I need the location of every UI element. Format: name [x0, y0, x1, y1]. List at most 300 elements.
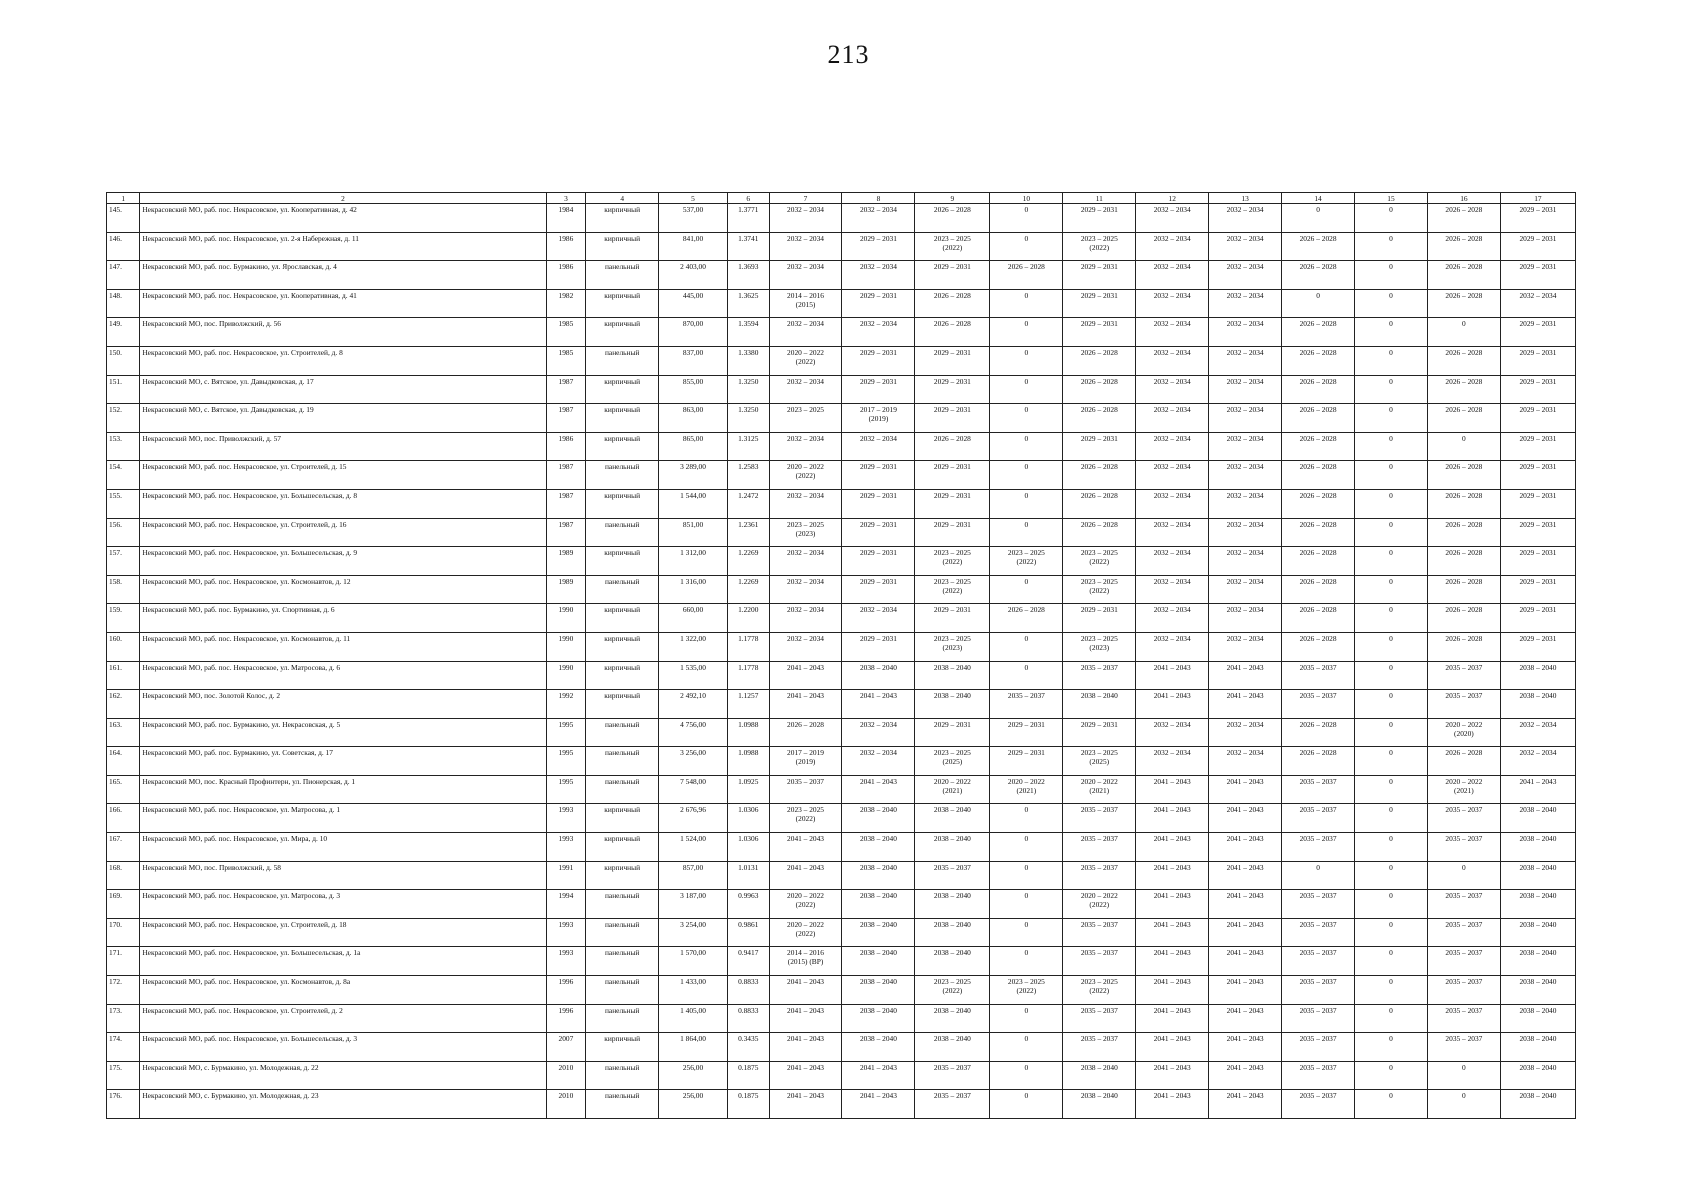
table-cell: 2026 – 2028 [1427, 632, 1500, 661]
row-number-cell: 162. [107, 690, 140, 719]
table-cell: 2032 – 2034 [842, 204, 915, 233]
table-cell: 2029 – 2031 [915, 375, 990, 404]
table-cell: 2041 – 2043 [769, 861, 842, 890]
table-cell: 2029 – 2031 [842, 289, 915, 318]
table-cell: 2035 – 2037 [990, 690, 1063, 719]
table-cell: 2041 – 2043 [842, 775, 915, 804]
row-number-cell: 171. [107, 947, 140, 976]
table-cell: 1992 [546, 690, 586, 719]
table-cell: 2038 – 2040 [1500, 861, 1575, 890]
table-cell: 2029 – 2031 [1500, 575, 1575, 604]
table-cell: 2032 – 2034 [1136, 632, 1209, 661]
table-cell: 0 [990, 318, 1063, 347]
table-cell: 2035 – 2037 [1282, 976, 1355, 1005]
table-cell: 2032 – 2034 [769, 489, 842, 518]
table-cell: 2041 – 2043 [1136, 833, 1209, 862]
table-cell: кирпичный [586, 833, 659, 862]
table-cell: 1996 [546, 1004, 586, 1033]
table-cell: 865,00 [659, 432, 728, 461]
table-cell: 1.0988 [727, 718, 769, 747]
row-number-cell: 172. [107, 976, 140, 1005]
table-cell: 2032 – 2034 [1136, 232, 1209, 261]
table-cell: 2032 – 2034 [1136, 547, 1209, 576]
table-cell: 2038 – 2040 [842, 947, 915, 976]
table-cell: 2035 – 2037 [1282, 1004, 1355, 1033]
table-cell: 2026 – 2028 [1282, 518, 1355, 547]
table-cell: 2035 – 2037 [1282, 918, 1355, 947]
table-cell: 1995 [546, 775, 586, 804]
table-cell: 1987 [546, 489, 586, 518]
table-cell: 0 [1427, 432, 1500, 461]
table-cell: 2026 – 2028 [1427, 346, 1500, 375]
table-cell: кирпичный [586, 632, 659, 661]
table-cell: 2032 – 2034 [1136, 318, 1209, 347]
table-cell: 2038 – 2040 [915, 1033, 990, 1062]
table-cell: 1986 [546, 261, 586, 290]
table-cell: 1993 [546, 804, 586, 833]
table-cell: 0 [990, 404, 1063, 433]
table-cell: 2032 – 2034 [1136, 289, 1209, 318]
table-cell: 0.9963 [727, 890, 769, 919]
table-row [107, 204, 1576, 233]
table-cell: 2032 – 2034 [1209, 346, 1282, 375]
table-cell: 2023 – 2025 (2022) [1063, 575, 1136, 604]
table-cell: 2029 – 2031 [990, 747, 1063, 776]
table-cell: 2023 – 2025 (2022) [990, 976, 1063, 1005]
table-cell: 1985 [546, 318, 586, 347]
table-cell: 0 [1355, 632, 1428, 661]
table-cell: 2023 – 2025 (2022) [769, 804, 842, 833]
table-row [107, 604, 1576, 633]
table-cell: 2038 – 2040 [1063, 1090, 1136, 1119]
row-number-cell: 163. [107, 718, 140, 747]
table-cell: 1 316,00 [659, 575, 728, 604]
table-cell: 0 [990, 1004, 1063, 1033]
table-cell: 2026 – 2028 [1427, 232, 1500, 261]
table-cell: 2023 – 2025 (2022) [1063, 547, 1136, 576]
table-cell: 1 864,00 [659, 1033, 728, 1062]
table-cell: 2032 – 2034 [1500, 289, 1575, 318]
table-cell: 2023 – 2025 (2022) [915, 232, 990, 261]
address-cell: Некрасовский МО, пос. Приволжский, д. 56 [140, 318, 546, 347]
table-cell: панельный [586, 261, 659, 290]
table-cell: 2029 – 2031 [915, 404, 990, 433]
address-cell: Некрасовский МО, пос. Приволжский, д. 57 [140, 432, 546, 461]
address-cell: Некрасовский МО, раб. пос. Некрасовское, ул. Строителей, д. 18 [140, 918, 546, 947]
table-cell: 2026 – 2028 [1282, 318, 1355, 347]
table-cell: 2029 – 2031 [1500, 604, 1575, 633]
table-cell: кирпичный [586, 661, 659, 690]
table-row [107, 404, 1576, 433]
row-number-cell: 156. [107, 518, 140, 547]
table-cell: 1994 [546, 890, 586, 919]
table-cell: 2029 – 2031 [915, 718, 990, 747]
table-cell: 2041 – 2043 [1136, 1004, 1209, 1033]
table-cell: 2041 – 2043 [1209, 918, 1282, 947]
address-cell: Некрасовский МО, раб. пос. Некрасовское, ул. Кооперативная, д. 41 [140, 289, 546, 318]
table-cell: 2 403,00 [659, 261, 728, 290]
table-cell: 2032 – 2034 [1500, 747, 1575, 776]
table-cell: 2035 – 2037 [1063, 833, 1136, 862]
table-cell: 2038 – 2040 [1063, 690, 1136, 719]
table-cell: 1.1778 [727, 632, 769, 661]
table-cell: 2041 – 2043 [1500, 775, 1575, 804]
column-header: 8 [842, 193, 915, 204]
table-cell: 2026 – 2028 [915, 204, 990, 233]
table-cell: 2038 – 2040 [1500, 1033, 1575, 1062]
table-cell: 2026 – 2028 [1282, 404, 1355, 433]
table-cell: 2038 – 2040 [915, 947, 990, 976]
table-cell: 1990 [546, 604, 586, 633]
table-cell: 2035 – 2037 [1427, 833, 1500, 862]
table-row [107, 918, 1576, 947]
row-number-cell: 159. [107, 604, 140, 633]
table-cell: 2026 – 2028 [1282, 346, 1355, 375]
table-row [107, 432, 1576, 461]
table-cell: 0.1875 [727, 1061, 769, 1090]
row-number-cell: 149. [107, 318, 140, 347]
table-cell: 2020 – 2022 (2022) [1063, 890, 1136, 919]
table-cell: 2032 – 2034 [1209, 232, 1282, 261]
table-cell: 2020 – 2022 (2021) [990, 775, 1063, 804]
row-number-cell: 153. [107, 432, 140, 461]
table-cell: 1.3250 [727, 375, 769, 404]
table-cell: 2041 – 2043 [842, 1090, 915, 1119]
table-cell: 2041 – 2043 [1209, 1033, 1282, 1062]
table-cell: 0.8833 [727, 976, 769, 1005]
address-cell: Некрасовский МО, раб. пос. Некрасовское, ул. Строителей, д. 8 [140, 346, 546, 375]
table-cell: 2038 – 2040 [1500, 976, 1575, 1005]
table-row [107, 318, 1576, 347]
table-cell: 2032 – 2034 [1136, 432, 1209, 461]
table-cell: 2032 – 2034 [1209, 404, 1282, 433]
table-cell: 2029 – 2031 [1063, 718, 1136, 747]
table-row [107, 1004, 1576, 1033]
housing-repair-schedule-table [106, 192, 1576, 1119]
table-cell: 1990 [546, 661, 586, 690]
table-cell: 0 [990, 918, 1063, 947]
header-row [107, 193, 1576, 204]
table-row [107, 976, 1576, 1005]
table-cell: 2026 – 2028 [1282, 604, 1355, 633]
table-cell: 2041 – 2043 [1136, 1061, 1209, 1090]
table-cell: 0 [1355, 518, 1428, 547]
table-cell: 0 [990, 432, 1063, 461]
table-row [107, 547, 1576, 576]
address-cell: Некрасовский МО, раб. пос. Некрасовское, ул. Большесельская, д. 9 [140, 547, 546, 576]
table-cell: 2041 – 2043 [769, 976, 842, 1005]
table-cell: 2041 – 2043 [1209, 861, 1282, 890]
table-cell: 1.3594 [727, 318, 769, 347]
table-cell: 2032 – 2034 [769, 632, 842, 661]
table-cell: 2029 – 2031 [842, 346, 915, 375]
column-header: 6 [727, 193, 769, 204]
table-cell: 2038 – 2040 [842, 661, 915, 690]
row-number-cell: 154. [107, 461, 140, 490]
table-cell: 2038 – 2040 [842, 890, 915, 919]
table-cell: 1.0306 [727, 804, 769, 833]
table-cell: 2041 – 2043 [1209, 976, 1282, 1005]
table-cell: 1.2583 [727, 461, 769, 490]
table-cell: 1.1257 [727, 690, 769, 719]
table-cell: 2007 [546, 1033, 586, 1062]
table-cell: 2014 – 2016 (2015) (ВР) [769, 947, 842, 976]
table-cell: 1987 [546, 375, 586, 404]
table-cell: 2026 – 2028 [1427, 747, 1500, 776]
table-cell: 2041 – 2043 [769, 661, 842, 690]
table-cell: 2032 – 2034 [1136, 489, 1209, 518]
table-cell: 2029 – 2031 [842, 575, 915, 604]
table-cell: 2035 – 2037 [1282, 775, 1355, 804]
table-cell: 2023 – 2025 (2022) [915, 575, 990, 604]
table-cell: 0.1875 [727, 1090, 769, 1119]
table-cell: 2029 – 2031 [1500, 547, 1575, 576]
column-header: 9 [915, 193, 990, 204]
table-cell: 863,00 [659, 404, 728, 433]
table-cell: 2026 – 2028 [769, 718, 842, 747]
table-cell: 2041 – 2043 [1209, 661, 1282, 690]
table-cell: 1.2269 [727, 575, 769, 604]
table-cell: 2010 [546, 1061, 586, 1090]
table-cell: 0 [1355, 404, 1428, 433]
table-cell: 2026 – 2028 [1282, 261, 1355, 290]
table-cell: 2032 – 2034 [769, 204, 842, 233]
address-cell: Некрасовский МО, раб. пос. Бурмакино, ул. Ярославская, д. 4 [140, 261, 546, 290]
table-cell: 2041 – 2043 [769, 833, 842, 862]
table-cell: кирпичный [586, 489, 659, 518]
table-cell: 1989 [546, 547, 586, 576]
table-cell: 2029 – 2031 [990, 718, 1063, 747]
table-cell: 2026 – 2028 [1063, 346, 1136, 375]
table-cell: 2032 – 2034 [1209, 632, 1282, 661]
table-cell: 2035 – 2037 [1427, 1004, 1500, 1033]
table-cell: 2026 – 2028 [1282, 232, 1355, 261]
table-cell: 2032 – 2034 [1136, 346, 1209, 375]
table-cell: 256,00 [659, 1090, 728, 1119]
table-cell: 2041 – 2043 [1136, 890, 1209, 919]
table-cell: 2038 – 2040 [842, 1004, 915, 1033]
table-cell: 0 [990, 375, 1063, 404]
table-cell: 1 524,00 [659, 833, 728, 862]
table-cell: 2038 – 2040 [915, 661, 990, 690]
table-cell: 2038 – 2040 [842, 918, 915, 947]
table-cell: 0 [1355, 232, 1428, 261]
row-number-cell: 174. [107, 1033, 140, 1062]
table-cell: 1.3693 [727, 261, 769, 290]
table-cell: 2035 – 2037 [1063, 1004, 1136, 1033]
table-cell: 2032 – 2034 [842, 261, 915, 290]
table-cell: 1.3250 [727, 404, 769, 433]
table-cell: 1.3625 [727, 289, 769, 318]
table-cell: 1 535,00 [659, 661, 728, 690]
table-cell: 0 [1355, 690, 1428, 719]
table-cell: 0 [1427, 1061, 1500, 1090]
table-cell: 2032 – 2034 [1136, 375, 1209, 404]
table-cell: 0 [990, 947, 1063, 976]
table-cell: кирпичный [586, 547, 659, 576]
table-cell: 1986 [546, 232, 586, 261]
row-number-cell: 158. [107, 575, 140, 604]
table-cell: 2035 – 2037 [915, 1061, 990, 1090]
table-cell: 2032 – 2034 [1136, 747, 1209, 776]
table-cell: 2038 – 2040 [915, 690, 990, 719]
table-cell: 2020 – 2022 (2022) [769, 461, 842, 490]
address-cell: Некрасовский МО, раб. пос. Некрасовское, ул. Строителей, д. 16 [140, 518, 546, 547]
table-cell: 2026 – 2028 [1063, 518, 1136, 547]
table-cell: 2029 – 2031 [842, 232, 915, 261]
address-cell: Некрасовский МО, раб. пос. Некрасовское, ул. Большесельская, д. 8 [140, 489, 546, 518]
table-cell: 2035 – 2037 [769, 775, 842, 804]
address-cell: Некрасовский МО, с. Вятское, ул. Давыдковская, д. 19 [140, 404, 546, 433]
table-cell: 0 [1355, 1061, 1428, 1090]
table-cell: 851,00 [659, 518, 728, 547]
table-cell: 2029 – 2031 [1500, 375, 1575, 404]
address-cell: Некрасовский МО, раб. пос. Некрасовское, ул. Кооперативная, д. 42 [140, 204, 546, 233]
table-cell: 2029 – 2031 [1500, 232, 1575, 261]
table-cell: 2029 – 2031 [915, 518, 990, 547]
table-cell: 2032 – 2034 [1209, 489, 1282, 518]
table-cell: 1991 [546, 861, 586, 890]
table-cell: 1987 [546, 404, 586, 433]
table-cell: панельный [586, 918, 659, 947]
table-cell: 2041 – 2043 [1209, 1090, 1282, 1119]
table-cell: 2032 – 2034 [1209, 375, 1282, 404]
table-cell: 2041 – 2043 [1209, 1061, 1282, 1090]
table-cell: 2035 – 2037 [1063, 861, 1136, 890]
table-cell: 2035 – 2037 [1063, 947, 1136, 976]
table-cell: 2032 – 2034 [1209, 575, 1282, 604]
table-cell: 2032 – 2034 [1136, 575, 1209, 604]
table-cell: 2038 – 2040 [915, 833, 990, 862]
table-cell: 2023 – 2025 (2022) [915, 547, 990, 576]
table-cell: 3 256,00 [659, 747, 728, 776]
table-cell: 1 433,00 [659, 976, 728, 1005]
table-cell: 0 [990, 1061, 1063, 1090]
table-cell: 0 [1355, 661, 1428, 690]
table-cell: 0 [990, 632, 1063, 661]
address-cell: Некрасовский МО, раб. пос. Некрасовское, ул. Матросова, д. 3 [140, 890, 546, 919]
table-cell: кирпичный [586, 432, 659, 461]
table-cell: 0 [990, 890, 1063, 919]
table-cell: 2038 – 2040 [842, 976, 915, 1005]
table-cell: панельный [586, 1090, 659, 1119]
table-cell: 1.3771 [727, 204, 769, 233]
table-cell: 2017 – 2019 (2019) [769, 747, 842, 776]
table-cell: 2041 – 2043 [1136, 947, 1209, 976]
table-cell: 2041 – 2043 [1209, 804, 1282, 833]
table-cell: кирпичный [586, 690, 659, 719]
table-cell: 660,00 [659, 604, 728, 633]
address-cell: Некрасовский МО, пос. Красный Профинтерн, ул. Пионерская, д. 1 [140, 775, 546, 804]
table-cell: 2038 – 2040 [1500, 661, 1575, 690]
row-number-cell: 168. [107, 861, 140, 890]
table-cell: 2026 – 2028 [1427, 289, 1500, 318]
table-cell: 2029 – 2031 [915, 461, 990, 490]
table-cell: 0.3435 [727, 1033, 769, 1062]
table-cell: 2032 – 2034 [1209, 747, 1282, 776]
table-cell: 2029 – 2031 [1500, 261, 1575, 290]
address-cell: Некрасовский МО, раб. пос. Бурмакино, ул. Некрасовская, д. 5 [140, 718, 546, 747]
table-cell: 2 676,96 [659, 804, 728, 833]
table-cell: 2035 – 2037 [1282, 947, 1355, 976]
table-cell: 2035 – 2037 [1282, 804, 1355, 833]
table-cell: 2041 – 2043 [1209, 833, 1282, 862]
table-cell: 0 [1355, 747, 1428, 776]
row-number-cell: 151. [107, 375, 140, 404]
table-cell: 1.2361 [727, 518, 769, 547]
table-cell: 2041 – 2043 [1209, 775, 1282, 804]
table-cell: 0 [1355, 204, 1428, 233]
column-header: 14 [1282, 193, 1355, 204]
table-cell: 2038 – 2040 [842, 804, 915, 833]
table-cell: 0.9861 [727, 918, 769, 947]
table-cell: 2032 – 2034 [1209, 547, 1282, 576]
address-cell: Некрасовский МО, раб. пос. Бурмакино, ул. Спортивная, д. 6 [140, 604, 546, 633]
table-cell: 2026 – 2028 [915, 318, 990, 347]
table-cell: панельный [586, 1061, 659, 1090]
table-cell: панельный [586, 346, 659, 375]
table-cell: 2035 – 2037 [1282, 1061, 1355, 1090]
table-cell: 0 [990, 661, 1063, 690]
table-cell: 1995 [546, 747, 586, 776]
table-cell: 0 [1355, 461, 1428, 490]
table-cell: 2026 – 2028 [1063, 489, 1136, 518]
table-cell: 1987 [546, 461, 586, 490]
table-cell: 0 [1355, 375, 1428, 404]
column-header: 3 [546, 193, 586, 204]
table-cell: 0.8833 [727, 1004, 769, 1033]
address-cell: Некрасовский МО, раб. пос. Бурмакино, ул. Советская, д. 17 [140, 747, 546, 776]
table-cell: 2041 – 2043 [1136, 976, 1209, 1005]
address-cell: Некрасовский МО, раб. пос. Некрасовское, ул. Большесельская, д. 1а [140, 947, 546, 976]
table-cell: 0 [990, 1090, 1063, 1119]
table-cell: 0 [1355, 1004, 1428, 1033]
table-cell: 2032 – 2034 [1209, 432, 1282, 461]
address-cell: Некрасовский МО, раб. пос. Некрасовское, ул. Матросова, д. 1 [140, 804, 546, 833]
table-cell: 1985 [546, 346, 586, 375]
table-cell: 2041 – 2043 [769, 690, 842, 719]
table-cell: 2035 – 2037 [915, 1090, 990, 1119]
table-cell: 2032 – 2034 [1136, 718, 1209, 747]
table-cell: 2035 – 2037 [1063, 661, 1136, 690]
table-cell: 2017 – 2019 (2019) [842, 404, 915, 433]
table-cell: 2035 – 2037 [1427, 690, 1500, 719]
table-cell: 2041 – 2043 [1209, 890, 1282, 919]
table-cell: 0 [1427, 1090, 1500, 1119]
table-cell: 2026 – 2028 [1427, 518, 1500, 547]
table-cell: 2029 – 2031 [915, 261, 990, 290]
table-row [107, 261, 1576, 290]
address-cell: Некрасовский МО, с. Бурмакино, ул. Молодежная, д. 23 [140, 1090, 546, 1119]
table-cell: 2029 – 2031 [915, 489, 990, 518]
table-cell: 2035 – 2037 [1282, 890, 1355, 919]
table-cell: 2029 – 2031 [1500, 346, 1575, 375]
table-cell: кирпичный [586, 404, 659, 433]
table-cell: 2029 – 2031 [1500, 404, 1575, 433]
table-cell: 2041 – 2043 [1209, 690, 1282, 719]
table-cell: 2023 – 2025 (2022) [1063, 976, 1136, 1005]
column-header: 16 [1427, 193, 1500, 204]
table-row [107, 575, 1576, 604]
table-cell: 2038 – 2040 [915, 890, 990, 919]
table-cell: 1 544,00 [659, 489, 728, 518]
table-cell: 0 [1355, 575, 1428, 604]
table-cell: 2035 – 2037 [1427, 947, 1500, 976]
table-cell: 2035 – 2037 [1282, 661, 1355, 690]
table-cell: 2035 – 2037 [1282, 690, 1355, 719]
table-cell: 2029 – 2031 [1500, 518, 1575, 547]
table-cell: 2035 – 2037 [1427, 976, 1500, 1005]
